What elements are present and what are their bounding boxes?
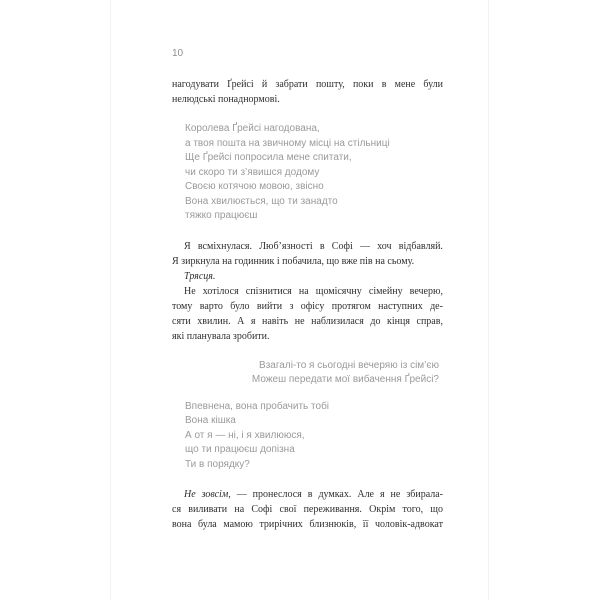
paragraph xyxy=(172,284,443,344)
chat-line: Можеш передати мої вибачення Ґрейсі? xyxy=(251,374,439,385)
text-line: нагодувати Ґрейсі й забрати пошту, поки в мене були xyxy=(172,79,443,90)
page-edge-right xyxy=(488,0,489,600)
text-line: нелюдські понаднормові. xyxy=(172,94,280,105)
chat-line: тяжко працюєш xyxy=(185,210,258,221)
chat-line: Королева Ґрейсі нагодована, xyxy=(185,123,320,134)
text-line: Я всміхнулася. Люб’язності в Софі — хоч відбавляй. xyxy=(184,240,443,252)
paragraph xyxy=(172,77,443,107)
paragraph xyxy=(172,239,443,269)
text-line: вона була мамою трирічних близнюків, її чоловік-адвокат xyxy=(172,519,443,530)
chat-line: А от я — ні, і я хвилююся, xyxy=(185,429,305,441)
chat-line: Вона кішка xyxy=(185,415,236,426)
text-line: Не хотілося спізнитися на щомісячну сімейну вечерю, xyxy=(184,285,443,297)
paragraph xyxy=(172,487,443,532)
chat-line: чи скоро ти з’явишся додому xyxy=(185,166,320,178)
chat-message-group xyxy=(172,400,443,473)
text-line: тому варто було вийти з офісу протягом наступних де- xyxy=(172,300,443,312)
text-line: ся виливати на Софі свої переживання. Окрім того, що xyxy=(172,504,443,515)
chat-line: Взагалі-то я сьогодні вечеряю із сім’єю xyxy=(259,359,439,371)
chat-line: що ти працюєш допізна xyxy=(185,444,295,455)
chat-line: а твоя пошта на звичному місці на стільниці xyxy=(185,137,390,149)
page-edge-left xyxy=(110,0,111,600)
text-line: Трясця. xyxy=(184,270,216,282)
chat-message-group xyxy=(172,122,443,224)
text-line: Я зиркнула на годинник і побачила, що вже пів на сьому. xyxy=(172,255,415,267)
text-line: які планувала зробити. xyxy=(172,330,270,342)
chat-line: Ти в порядку? xyxy=(185,458,250,470)
chat-line: Впевнена, вона пробачить тобі xyxy=(185,400,330,412)
chat-line: Вона хвилюється, що ти занадто xyxy=(185,195,338,207)
page-number: 10 xyxy=(172,48,184,59)
chat-message-group xyxy=(172,359,443,388)
paragraph xyxy=(172,269,443,284)
chat-line: Ще Ґрейсі попросила мене спитати, xyxy=(185,152,352,163)
chat-line: Своєю котячою мовою, звісно xyxy=(185,181,324,192)
text-line: сяти хвилин. А я навіть не наблизилася до кінця справ, xyxy=(172,315,443,327)
text-column xyxy=(172,46,443,532)
text-line: Не зовсім, — пронеслося в думках. Але я не збирала- xyxy=(184,489,443,500)
